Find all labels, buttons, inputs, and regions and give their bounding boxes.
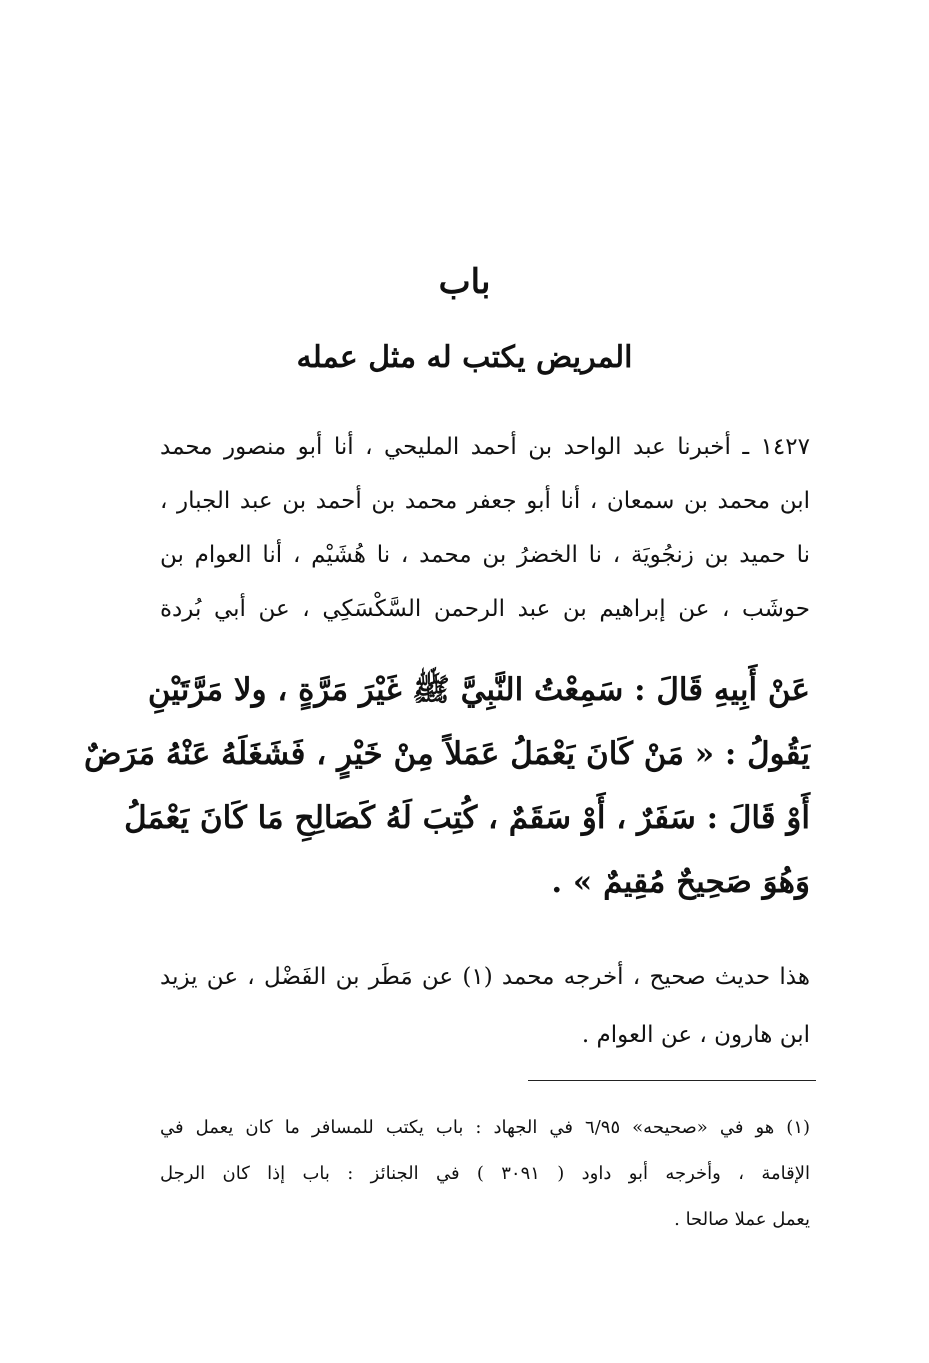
hadith-text <box>83 658 810 914</box>
footnote-line: يعمل عملا صالحا . <box>674 1209 810 1230</box>
hadith-line: وَهُوَ صَحِيحٌ مُقِيمٌ » . <box>551 864 810 900</box>
commentary-line: ابن هارون ، عن العوام . <box>581 1022 810 1048</box>
isnad-paragraph <box>160 420 810 636</box>
footnote-separator <box>528 1080 816 1081</box>
footnote-line: (١) هو في «صحيحه» ٦/٩٥ في الجهاد : باب يكتب للمسافر ما كان يعمل في <box>160 1117 811 1138</box>
isnad-line: حوشَب ، عن إبراهيم بن عبد الرحمن السَّكْسَكِي ، عن أبي بُردة <box>160 596 810 622</box>
commentary-paragraph <box>160 948 810 1064</box>
isnad-line: نا حميد بن زنجُويَة ، نا الخضرُ بن محمد ، نا هُشَيْم ، أنا العوام بن <box>160 542 810 568</box>
chapter-subheading: المريض يكتب له مثل عمله <box>296 340 633 375</box>
hadith-line: يَقُولُ : « مَنْ كَانَ يَعْمَلُ عَمَلاً مِنْ خَيْرٍ ، فَشَغَلَهُ عَنْهُ مَرَضٌ <box>83 736 810 772</box>
footnote-line: الإقامة ، وأخرجه أبو داود ( ٣٠٩١ ) في الجنائز : باب إذا كان الرجل <box>160 1163 811 1184</box>
footnote <box>160 1105 810 1243</box>
commentary-line: هذا حديث صحيح ، أخرجه محمد (١) عن مَطَر بن الفَضْل ، عن يزيد <box>160 964 810 990</box>
hadith-line: عَنْ أَبِيهِ قَالَ : سَمِعْتُ النَّبِيَّ ﷺ غَيْرَ مَرَّةٍ ، ولا مَرَّتَيْنِ <box>147 672 810 708</box>
chapter-heading: باب <box>438 262 491 302</box>
hadith-line: أَوْ قَالَ : سَفَرٌ ، أَوْ سَقَمٌ ، كُتِبَ لَهُ كَصَالِحِ مَا كَانَ يَعْمَلُ <box>124 800 810 836</box>
isnad-line: ١٤٢٧ ـ أخبرنا عبد الواحد بن أحمد المليحي ، أنا أبو منصور محمد <box>160 434 810 460</box>
isnad-line: ابن محمد بن سمعان ، أنا أبو جعفر محمد بن أحمد بن عبد الجبار ، <box>160 488 810 514</box>
